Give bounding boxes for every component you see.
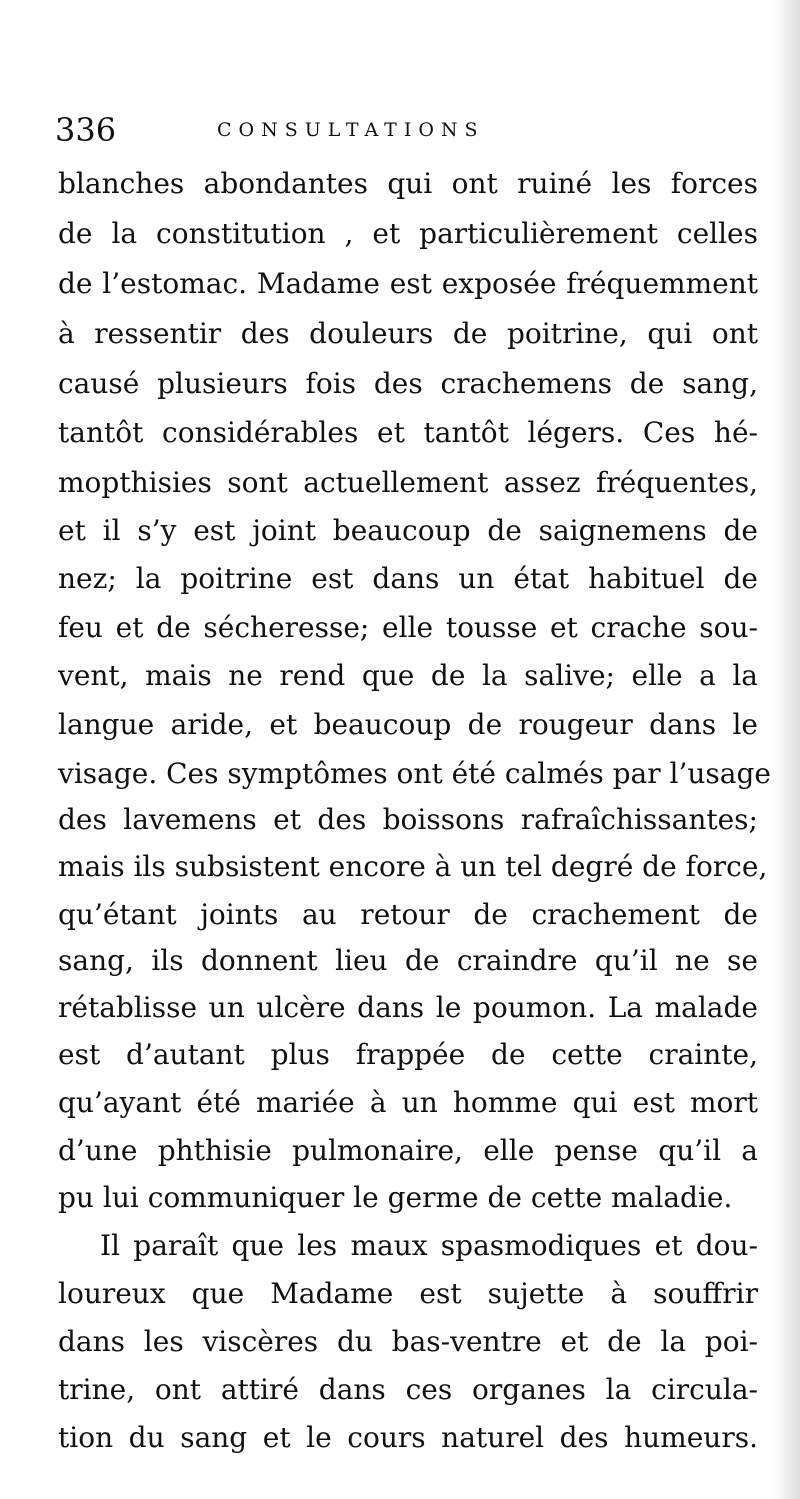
text-line: pu lui communiquer le germe de cette maladie. (58, 1181, 733, 1214)
paragraph-start-line: Il paraît que les maux spasmodiques et dou- (100, 1229, 758, 1262)
text-line: de l’estomac. Madame est exposée fréquemment (58, 267, 758, 300)
text-line: d’une phthisie pulmonaire, elle pense qu’il a (58, 1134, 758, 1167)
text-line: vent, mais ne rend que de la salive; elle a la (58, 659, 758, 692)
text-line: mopthisies sont actuellement assez fréquentes, (58, 466, 758, 499)
text-line: rétablisse un ulcère dans le poumon. La malade (58, 991, 758, 1024)
text-line: des lavemens et des boissons rafraîchissantes; (58, 803, 758, 836)
text-line: qu’étant joints au retour de crachement de (58, 898, 758, 931)
text-line: sang, ils donnent lieu de craindre qu’il ne se (58, 944, 758, 977)
text-line: blanches abondantes qui ont ruiné les forces (58, 167, 758, 200)
text-line: et il s’y est joint beaucoup de saignemens de (58, 514, 758, 547)
text-line: loureux que Madame est sujette à souffrir (58, 1277, 758, 1310)
text-line: nez; la poitrine est dans un état habituel de (58, 562, 758, 595)
text-line: langue aride, et beaucoup de rougeur dans le (58, 708, 758, 741)
text-line: qu’ayant été mariée à un homme qui est mort (58, 1086, 758, 1119)
text-line: tantôt considérables et tantôt légers. Ces hé- (58, 416, 758, 449)
text-line: tion du sang et le cours naturel des humeurs. (58, 1421, 758, 1454)
page-header (55, 110, 755, 150)
text-line: mais ils subsistent encore à un tel degré de force, (58, 850, 768, 883)
text-line: dans les viscères du bas-ventre et de la poi- (58, 1325, 758, 1358)
page-number: 336 (55, 111, 117, 149)
text-line: est d’autant plus frappée de cette crainte, (58, 1038, 758, 1071)
page-edge-shadow (774, 0, 800, 1499)
text-line: à ressentir des douleurs de poitrine, qui ont (58, 317, 758, 350)
text-line: trine, ont attiré dans ces organes la circula- (58, 1373, 758, 1406)
running-head: CONSULTATIONS (217, 119, 485, 141)
text-line: visage. Ces symptômes ont été calmés par l’usage (58, 757, 771, 790)
text-line: feu et de sécheresse; elle tousse et crache sou- (58, 611, 758, 644)
text-line: causé plusieurs fois des crachemens de sang, (58, 367, 758, 400)
text-line: de la constitution , et particulièrement celles (58, 217, 758, 250)
